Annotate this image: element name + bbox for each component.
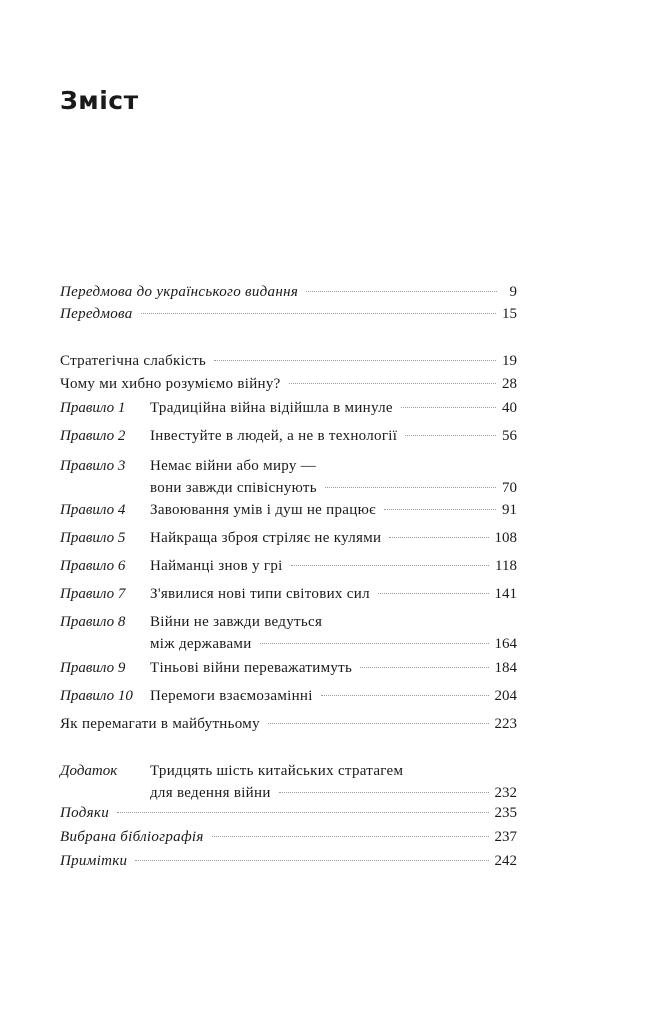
toc-entry-title: Вибрана бібліографія: [60, 829, 204, 845]
toc-page-number: 19: [502, 353, 517, 369]
rule-number: Правило 10: [60, 688, 133, 704]
leader-dots: [279, 792, 489, 793]
toc-entry-title: Найманці знов у грі: [150, 558, 283, 574]
toc-entry-title: Інвестуйте в людей, а не в технології: [150, 428, 398, 444]
toc-page-number: 184: [494, 660, 517, 676]
toc-entry-title-line-1: Немає війни або миру —: [150, 458, 317, 474]
toc-entry-title: Передмова: [60, 306, 133, 322]
toc-entry-title: Найкраща зброя стріляє не кулями: [150, 530, 382, 546]
toc-page-number: 204: [494, 688, 517, 704]
rule-number: Правило 3: [60, 458, 126, 474]
toc-entry-rule-7[interactable]: [60, 583, 517, 605]
toc-page-number: 118: [495, 558, 517, 574]
toc-entry-title-line-1: Тридцять шість китайських стратагем: [150, 763, 404, 779]
toc-entry-title: Тіньові війни переважатимуть: [150, 660, 353, 676]
rule-number: Правило 1: [60, 400, 126, 416]
toc-entry-title-line-2: для ведення війни: [150, 785, 271, 801]
toc-entry-strategic-weakness[interactable]: [60, 350, 517, 372]
toc-page-number: 232: [494, 785, 517, 801]
toc-entry-title: Чому ми хибно розуміємо війну?: [60, 376, 281, 392]
toc-entry-title: Як перемагати в майбутньому: [60, 716, 260, 732]
leader-dots: [141, 313, 496, 314]
toc-entry-foreword[interactable]: [60, 303, 517, 325]
toc-entry-notes[interactable]: [60, 850, 517, 872]
toc-entry-title: Традиційна війна відійшла в минуле: [150, 400, 393, 416]
toc-page-number: 28: [502, 376, 517, 392]
page-title: Зміст: [60, 86, 139, 115]
leader-dots: [389, 537, 488, 538]
leader-dots: [260, 643, 489, 644]
toc-page-number: 235: [494, 805, 517, 821]
rule-number: Правило 8: [60, 614, 126, 630]
appendix-label: Додаток: [60, 763, 118, 779]
toc-page-number: 108: [494, 530, 517, 546]
toc-entry-rule-1[interactable]: [60, 397, 517, 419]
rule-number: Правило 9: [60, 660, 126, 676]
toc-page-number: 242: [494, 853, 517, 869]
toc-entry-title-line-2: між державами: [150, 636, 252, 652]
leader-dots: [214, 360, 496, 361]
toc-entry-foreword-ukrainian[interactable]: [60, 281, 517, 303]
toc-entry-title: Примітки: [60, 853, 128, 869]
rule-number: Правило 5: [60, 530, 126, 546]
leader-dots: [117, 812, 488, 813]
toc-page-number: 9: [509, 284, 517, 300]
toc-entry-bibliography[interactable]: [60, 826, 517, 848]
toc-entry-why-misunderstand[interactable]: [60, 373, 517, 395]
toc-entry-rule-10[interactable]: [60, 685, 517, 707]
toc-entry-rule-8[interactable]: [60, 611, 517, 655]
leader-dots: [135, 860, 488, 861]
toc-entry-rule-6[interactable]: [60, 555, 517, 577]
leader-dots: [384, 509, 496, 510]
toc-page-number: 223: [494, 716, 517, 732]
toc-entry-rule-9[interactable]: [60, 657, 517, 679]
leader-dots: [378, 593, 489, 594]
toc-page-number: 56: [502, 428, 517, 444]
toc-entry-title: Завоювання умів і душ не працює: [150, 502, 376, 518]
toc-entry-rule-2[interactable]: [60, 425, 517, 447]
toc-entry-title-line-1: Війни не завжди ведуться: [150, 614, 323, 630]
toc-entry-acknowledgements[interactable]: [60, 802, 517, 824]
toc-entry-rule-4[interactable]: [60, 499, 517, 521]
toc-entry-how-to-win[interactable]: [60, 713, 517, 735]
toc-entry-title: Передмова до українського видання: [60, 284, 299, 300]
toc-page-number: 164: [494, 636, 517, 652]
leader-dots: [401, 407, 496, 408]
leader-dots: [321, 695, 489, 696]
leader-dots: [291, 565, 489, 566]
leader-dots: [325, 487, 496, 488]
toc-entry-title: Подяки: [60, 805, 110, 821]
toc-entry-appendix[interactable]: [60, 760, 517, 804]
toc-entry-rule-5[interactable]: [60, 527, 517, 549]
toc-page-number: 40: [502, 400, 517, 416]
toc-entry-title-line-2: вони завжди співіснують: [150, 480, 317, 496]
toc-entry-title: Перемоги взаємозамінні: [150, 688, 313, 704]
leader-dots: [306, 291, 497, 292]
toc-entry-title: Стратегічна слабкість: [60, 353, 207, 369]
toc-page-number: 91: [502, 502, 517, 518]
toc-page-number: 141: [494, 586, 517, 602]
toc-entry-title: З'явилися нові типи світових сил: [150, 586, 370, 602]
toc-page-number: 70: [502, 480, 517, 496]
leader-dots: [289, 383, 496, 384]
leader-dots: [268, 723, 489, 724]
rule-number: Правило 2: [60, 428, 126, 444]
toc-page-number: 15: [502, 306, 517, 322]
rule-number: Правило 6: [60, 558, 126, 574]
leader-dots: [360, 667, 488, 668]
leader-dots: [212, 836, 489, 837]
toc-entry-rule-3[interactable]: [60, 455, 517, 499]
rule-number: Правило 4: [60, 502, 126, 518]
toc-page-number: 237: [494, 829, 517, 845]
leader-dots: [405, 435, 496, 436]
rule-number: Правило 7: [60, 586, 126, 602]
